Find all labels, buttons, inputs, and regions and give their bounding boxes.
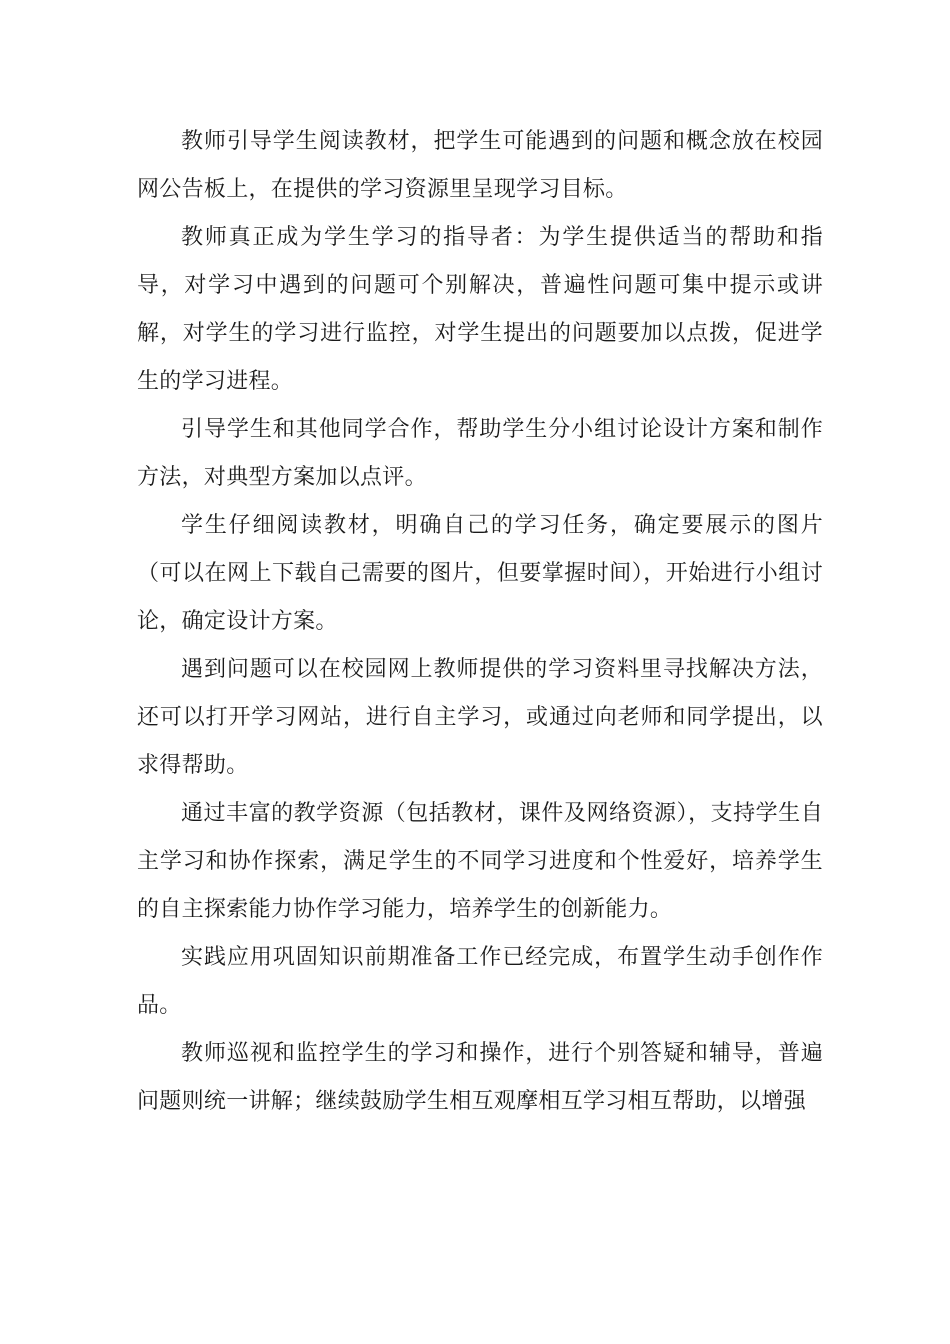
paragraph-8: 教师巡视和监控学生的学习和操作，进行个别答疑和辅导，普遍问题则统一讲解；继续鼓励学生相互观摩相互学习相互帮助，以增强 <box>137 1041 823 1114</box>
document-body <box>137 118 823 1126</box>
paragraph-2: 教师真正成为学生学习的指导者：为学生提供适当的帮助和指导，对学习中遇到的问题可个别解决，普遍性问题可集中提示或讲解，对学生的学习进行监控，对学生提出的问题要加以点拨，促进学生的学习进程。 <box>137 225 823 394</box>
paragraph-5: 遇到问题可以在校园网上教师提供的学习资料里寻找解决方法，还可以打开学习网站，进行自主学习，或通过向老师和同学提出，以求得帮助。 <box>137 657 823 778</box>
paragraph-3: 引导学生和其他同学合作，帮助学生分小组讨论设计方案和制作方法，对典型方案加以点评。 <box>137 417 823 490</box>
paragraph-6: 通过丰富的教学资源（包括教材，课件及网络资源），支持学生自主学习和协作探索，满足学生的不同学习进度和个性爱好，培养学生的自主探索能力协作学习能力，培养学生的创新能力。 <box>137 801 823 922</box>
paragraph-4: 学生仔细阅读教材，明确自己的学习任务，确定要展示的图片（可以在网上下载自己需要的图片，但要掌握时间），开始进行小组讨论，确定设计方案。 <box>137 513 823 634</box>
paragraph-1: 教师引导学生阅读教材，把学生可能遇到的问题和概念放在校园网公告板上，在提供的学习资源里呈现学习目标。 <box>137 129 823 202</box>
paragraph-7: 实践应用巩固知识前期准备工作已经完成，布置学生动手创作作品。 <box>137 945 823 1018</box>
